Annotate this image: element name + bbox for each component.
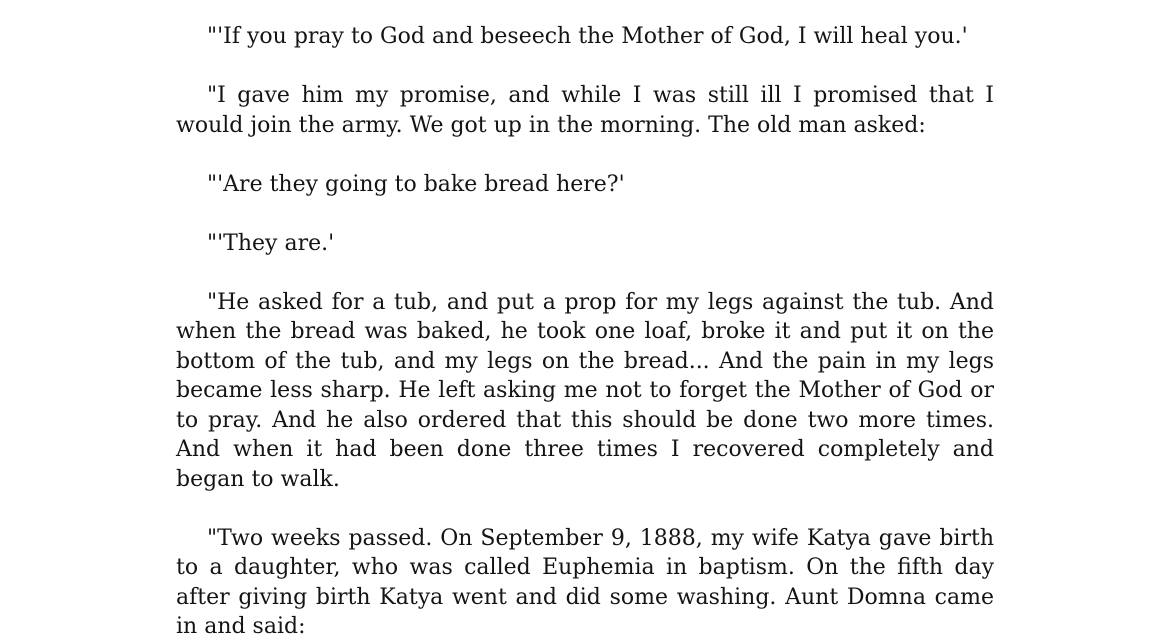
paragraph-heal-promise: "'If you pray to God and beseech the Mother of God, I will heal you.'	[207, 24, 968, 49]
document-page	[176, 22, 994, 642]
paragraph-join-army: "I gave him my promise, and while I was still ill I promised that I would join the army. We got up in the morning. The old man asked:	[176, 83, 994, 138]
paragraph-tub-and-bread: "He asked for a tub, and put a prop for my legs against the tub. And when the bread was baked, he took one loaf, broke it and put it on the bottom of the tub, and my legs on the bread... And the pain in my legs became less sharp. He left asking me not to forget the Mother of God or to pray. And he also ordered that this should be done two more times. And when it had been done three times I recovered completely and began to walk.	[176, 289, 994, 492]
paragraph-bake-bread-answer: "'They are.'	[207, 230, 335, 256]
paragraph-bake-bread-question: "'Are they going to bake bread here?'	[207, 171, 625, 197]
paragraph-two-weeks-passed: "Two weeks passed. On September 9, 1888, my wife Katya gave birth to a daughter, who was called Euphemia in baptism. On the fifth day after giving birth Katya went and did some washing. Aunt Domna came in and said:	[176, 525, 994, 639]
